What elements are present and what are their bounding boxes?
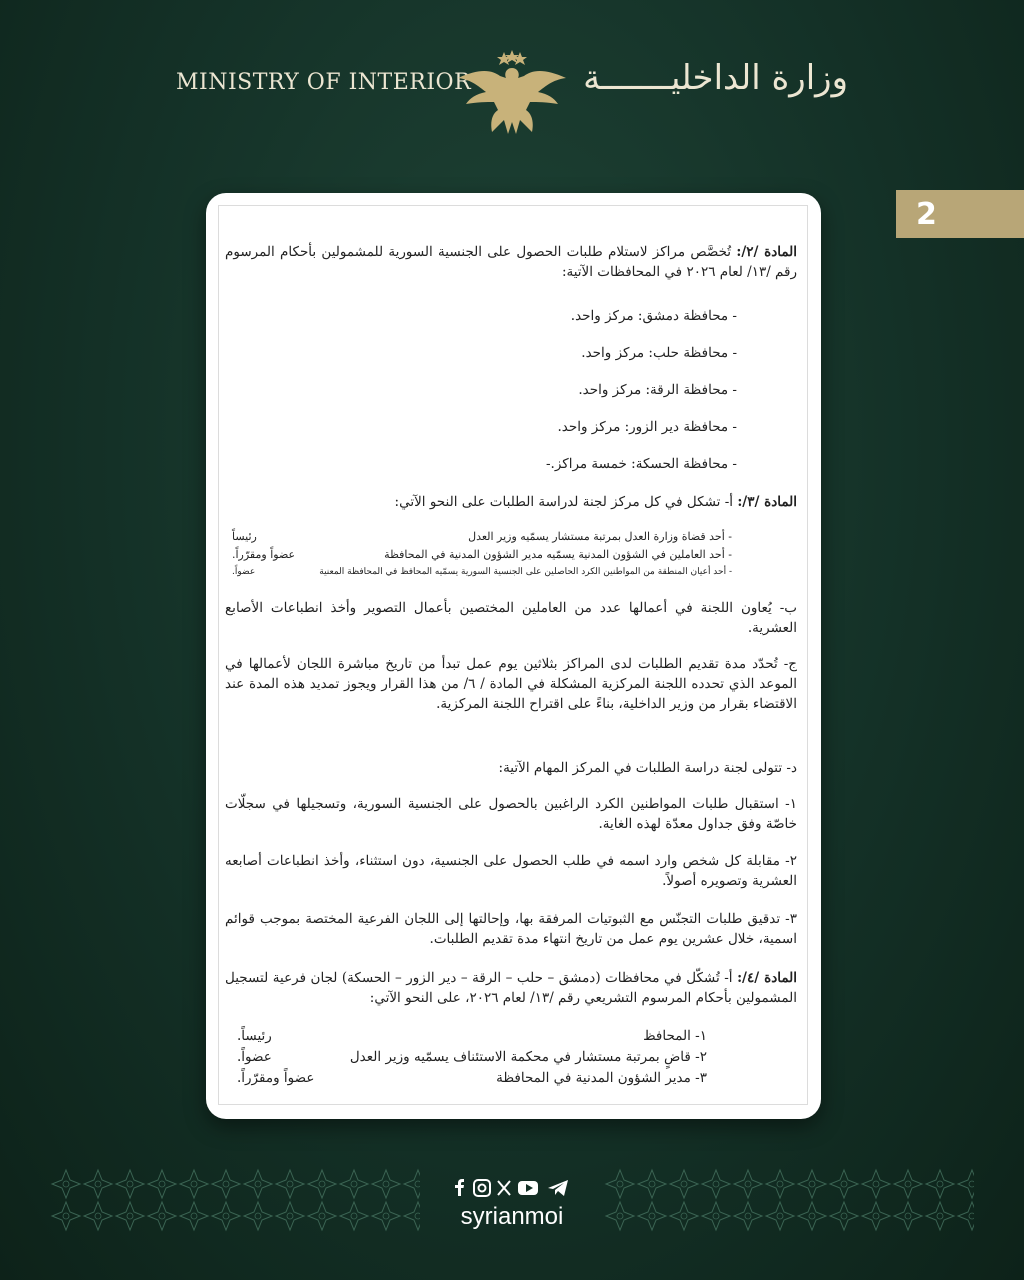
geometric-pattern-left	[50, 1168, 420, 1232]
telegram-icon[interactable]	[548, 1180, 568, 1196]
instagram-icon[interactable]	[474, 1180, 490, 1196]
committee-member: - أحد قضاة وزارة العدل بمرتبة مستشار يسمّيه وزير العدل رئيساً	[232, 530, 732, 543]
article-4: المادة /٤/: أ- تُشكّل في محافظات (دمشق – حلب – الرقة – دير الزور – الحسكة) لجان فرعية لتسجيل المشمولين بأحكام المرسوم التشريعي رقم /١٣/ لعام ٢٠٢٦، على النحو الآتي:	[225, 970, 797, 1006]
paragraph-d: د- تتولى لجنة دراسة الطلبات في المركز المهام الآتية:	[498, 760, 797, 776]
subcommittee-member: ١- المحافظ رئيساً.	[237, 1028, 707, 1044]
social-icons	[452, 1178, 572, 1198]
center-raqqa: - محافظة الرقة: مركز واحد.	[578, 382, 737, 398]
subcommittee-member: ٣- مدير الشؤون المدنية في المحافظة عضواً ومقرّراً.	[237, 1070, 707, 1086]
page-number-badge: 2	[896, 190, 1024, 238]
x-icon[interactable]	[498, 1181, 510, 1195]
social-handle[interactable]: syrianmoi	[460, 1203, 564, 1230]
center-aleppo: - محافظة حلب: مركز واحد.	[581, 345, 737, 361]
paragraph-b: ب- يُعاون اللجنة في أعمالها عدد من العاملين المختصين بأعمال التصوير وأخذ انطباعات الأصابع العشرية.	[225, 600, 797, 636]
center-damascus: - محافظة دمشق: مركز واحد.	[570, 308, 737, 324]
center-hasakah: - محافظة الحسكة: خمسة مراكز.-	[545, 456, 737, 472]
committee-member: - أحد أعيان المنطقة من المواطنين الكرد الحاصلين على الجنسية السورية يسمّيه المحافظ في المحافظة المعنية عضواً.	[232, 567, 732, 577]
ministry-title-ar: وزارة الداخليـــــــة	[583, 58, 848, 98]
golden-eagle-emblem-icon	[452, 48, 572, 138]
document-card	[206, 193, 821, 1119]
article-3: المادة /٣/: أ- تشكل في كل مركز لجنة لدراسة الطلبات على النحو الآتي:	[394, 494, 797, 510]
task-item: ٣- تدقيق طلبات التجنّس مع الثبوتيات المرفقة بها، وإحالتها إلى اللجان الفرعية المختصة بموجب قوائم اسمية، خلال عشرين يوم عمل من تاريخ انتهاء مدة تقديم الطلبات.	[225, 911, 797, 947]
article-2: المادة /٢/: تُخصَّص مراكز لاستلام طلبات الحصول على الجنسية السورية للمشمولين بأحكام المرسوم رقم /١٣/ لعام ٢٠٢٦ في المحافظات الآتية:	[225, 244, 797, 280]
paragraph-c: ج- تُحدّد مدة تقديم الطلبات لدى المراكز بثلاثين يوم عمل تبدأ من تاريخ مباشرة اللجان لأعمالها في الموعد الذي تحدده اللجنة المركزية المشكلة في المادة / ٦/ من هذا القرار ويجوز تمديد هذه المدة عند الاقتضاء بقرار من وزير الداخلية، بناءً على اقتراح اللجنة المركزية.	[225, 656, 797, 712]
facebook-icon[interactable]	[455, 1179, 464, 1196]
decree-page	[218, 205, 808, 1105]
task-item: ٢- مقابلة كل شخص وارد اسمه في طلب الحصول على الجنسية، دون استثناء، وأخذ انطباعات أصابعه العشرية وتصويره أصولاً.	[225, 853, 797, 889]
geometric-pattern-right	[604, 1168, 974, 1232]
center-deir-ezzor: - محافظة دير الزور: مركز واحد.	[557, 419, 737, 435]
subcommittee-member: ٢- قاضٍ بمرتبة مستشار في محكمة الاستئناف يسمّيه وزير العدل عضواً.	[237, 1049, 707, 1065]
ministry-title-en: MINISTRY OF INTERIOR	[176, 70, 472, 95]
committee-member: - أحد العاملين في الشؤون المدنية يسمّيه مدير الشؤون المدنية في المحافظة عضواً ومقرّراً.	[232, 548, 732, 561]
youtube-icon[interactable]	[518, 1181, 538, 1195]
task-item: ١- استقبال طلبات المواطنين الكرد الراغبين بالحصول على الجنسية السورية، وتسجيلها في سجلّات خاصّة وفق جداول معدّة لهذه الغاية.	[225, 796, 797, 832]
